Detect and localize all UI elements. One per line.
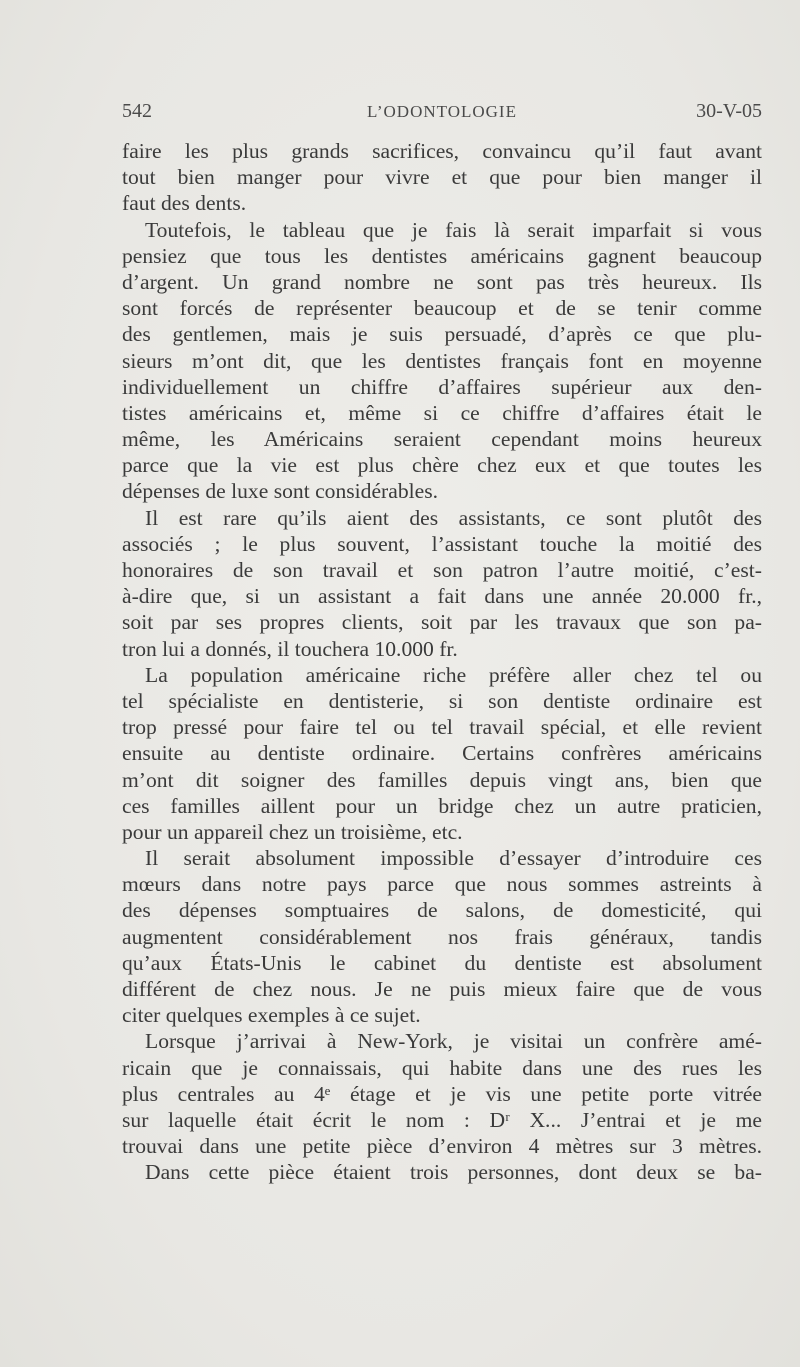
page-number: 542 (122, 100, 152, 122)
text-line: m’ont dit soigner des familles depuis vingt ans, bien que (122, 767, 762, 792)
text-line: tel spécialiste en dentisterie, si son dentiste ordinaire est (122, 688, 762, 713)
journal-title: L’ODONTOLOGIE (367, 102, 517, 121)
text-line: qu’aux États-Unis le cabinet du dentiste est absolument (122, 950, 762, 975)
text-line: trouvai dans une petite pièce d’environ 4 mètres sur 3 mètres. (122, 1134, 762, 1159)
text-line: pensiez que tous les dentistes américains gagnent beaucoup (122, 243, 762, 268)
text-line: tron lui a donnés, il touchera 10.000 fr. (122, 636, 458, 661)
text-line: d’argent. Un grand nombre ne sont pas très heureux. Ils (122, 269, 762, 294)
text-line: ces familles aillent pour un bridge chez un autre praticien, (122, 793, 762, 818)
text-line: tout bien manger pour vivre et que pour bien manger il (122, 165, 762, 190)
text-line: Toutefois, le tableau que je fais là serait imparfait si vous (145, 217, 762, 242)
text-line: La population américaine riche préfère aller chez tel ou (145, 662, 762, 687)
text-line: des gentlemen, mais je suis persuadé, d’après ce que plu- (122, 322, 762, 347)
text-line: parce que la vie est plus chère chez eux et que toutes les (122, 453, 762, 478)
text-line: sieurs m’ont dit, que les dentistes français font en moyenne (122, 348, 762, 373)
text-line: Dans cette pièce étaient trois personnes, dont deux se ba- (145, 1160, 762, 1185)
text-line: faire les plus grands sacrifices, convaincu qu’il faut avant (122, 139, 762, 163)
issue-date: 30-V-05 (696, 100, 762, 122)
text-line: associés ; le plus souvent, l’assistant touche la moitié des (122, 531, 762, 556)
text-line: pour un appareil chez un troisième, etc. (122, 819, 463, 844)
running-header (122, 100, 762, 130)
text-line: Il serait absolument impossible d’essayer d’introduire ces (145, 846, 762, 871)
text-line: augmentent considérablement nos frais généraux, tandis (122, 924, 762, 949)
text-line: honoraires de son travail et son patron l’autre moitié, c’est- (122, 558, 762, 582)
text-line: individuellement un chiffre d’affaires supérieur aux den- (122, 374, 762, 399)
text-line: trop pressé pour faire tel ou tel travail spécial, et elle revient (122, 715, 762, 740)
text-line: à-dire que, si un assistant a fait dans une année 20.000 fr., (122, 584, 762, 609)
text-line: sont forcés de représenter beaucoup et de se tenir comme (122, 296, 762, 321)
text-line: soit par ses propres clients, soit par les travaux que son pa- (122, 610, 762, 635)
text-line: Lorsque j’arrivai à New-York, je visitai un confrère amé- (145, 1029, 762, 1054)
text-line: plus centrales au 4ᵉ étage et je vis une petite porte vitrée (122, 1081, 762, 1106)
text-line: mœurs dans notre pays parce que nous sommes astreints à (122, 872, 762, 897)
text-line: ensuite au dentiste ordinaire. Certains confrères américains (122, 741, 762, 766)
text-line: des dépenses somptuaires de salons, de domesticité, qui (122, 898, 762, 923)
text-line: Il est rare qu’ils aient des assistants, ce sont plutôt des (145, 505, 762, 530)
text-line: tistes américains et, même si ce chiffre d’affaires était le (122, 400, 762, 425)
text-line: faut des dents. (122, 191, 247, 216)
text-line: différent de chez nous. Je ne puis mieux faire que de vous (122, 977, 762, 1001)
text-line: même, les Américains seraient cependant moins heureux (122, 427, 762, 452)
text-line: citer quelques exemples à ce sujet. (122, 1003, 421, 1028)
body-text (122, 138, 762, 1186)
text-line: dépenses de luxe sont considérables. (122, 479, 439, 504)
text-line: ricain que je connaissais, qui habite dans une des rues les (122, 1055, 762, 1080)
text-line: sur laquelle était écrit le nom : Dʳ X... J’entrai et je me (122, 1107, 762, 1132)
